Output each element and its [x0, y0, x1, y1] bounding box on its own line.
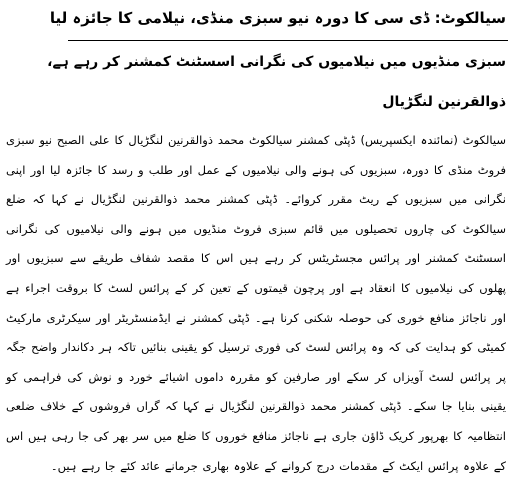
headline-divider — [68, 40, 508, 41]
article-body: سیالکوٹ (نمائندہ ایکسپریس) ڈپٹی کمشنر سیالکوٹ محمد ذوالقرنین لنگڑیال کا علی الصبح نیو سبزی فروٹ منڈی کا دورہ، سبزیوں کی ہونے والی نیلامیوں کے عمل اور طلب و رسد کا جائزہ لیا اور اپنی نگرانی میں سبزیوں کے ریٹ مقرر کروائے۔ ڈپٹی کمشنر محمد ذوالقرنین لنگڑیال نے کہا کہ ضلع سیالکوٹ کی چاروں تحصیلوں میں قائم سبزی فروٹ منڈیوں میں ہونے والی نیلامیوں کی نگرانی اسسٹنٹ کمشنر اور پرائس مجسٹریٹس کر رہے ہیں اس کا مقصد شفاف طریقے سے سبزیوں اور پھلوں کی نیلامیوں کا انعقاد ہے اور پرچون قیمتوں کے تعین کر کے پرائس لسٹ کا بروقت اجراء ہے اور ناجائز منافع خوری کی حوصلہ شکنی کرنا ہے۔ ڈپٹی کمشنر نے ایڈمنسٹریٹر اور سیکرٹری مارکیٹ کمیٹی کو ہدایت کی کہ وہ پرائس لسٹ کی فوری ترسیل کو یقینی بنائیں تاکہ ہر دکاندار واضح جگہ پر پرائس لسٹ آویزاں کر سکے اور صارفین کو مقررہ داموں اشیائے خورد و نوش کی فراہمی کو یقینی بنایا جا سکے۔ ڈپٹی کمشنر محمد ذوالقرنین لنگڑیال نے کہا کہ گراں فروشوں کے خلاف ضلعی انتظامیہ کا بھرپور کریک ڈاؤن جاری ہے ناجائز منافع خوروں کا ضلع میں سر بھر کی جا رہی ہیں اس کے علاوہ پرائس ایکٹ کے مقدمات درج کروانے کے علاوہ بھاری جرمانے عائد کئے جا رہے ہیں۔ — [6, 133, 506, 473]
subheadline: سبزی منڈیوں میں نیلامیوں کی نگرانی اسسٹنٹ کمشنر کر رہے ہے، ذوالقرنین لنگڑیال — [47, 54, 506, 110]
headline: سیالکوٹ: ڈی سی کا دورہ نیو سبزی منڈی، نیلامی کا جائزہ لیا — [49, 9, 506, 27]
